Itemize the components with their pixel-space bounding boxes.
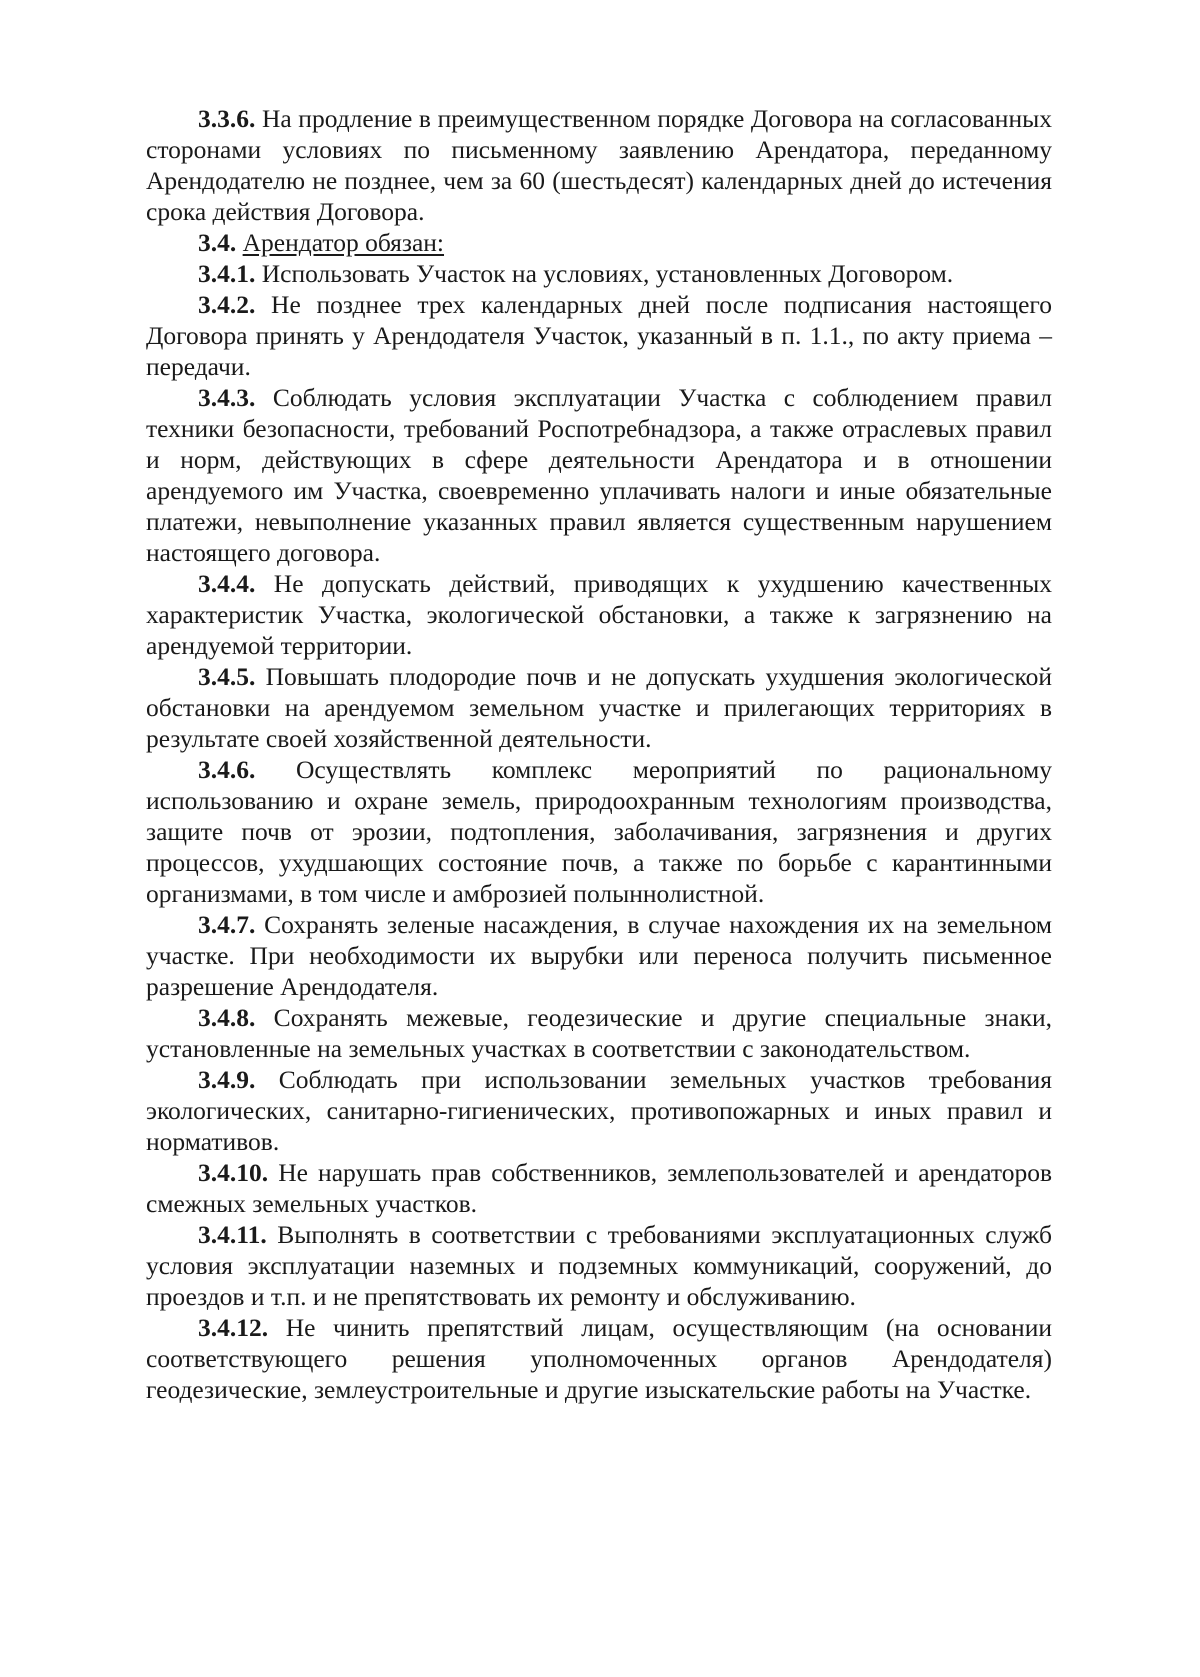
section-heading-3-4 xyxy=(146,227,1052,258)
clause-number: 3.4.11. xyxy=(198,1220,267,1249)
clause-3-4-3 xyxy=(146,382,1052,568)
clause-text: Сохранять зеленые насаждения, в случае нахождения их на земельном участке. При необходимости их вырубки или переноса получить письменное разрешение Арендодателя. xyxy=(146,910,1052,1001)
clause-3-4-1 xyxy=(146,258,1052,289)
clause-text: Повышать плодородие почв и не допускать ухудшения экологической обстановки на арендуемом земельном участке и прилегающих территориях в результате своей хозяйственной деятельности. xyxy=(146,662,1052,753)
clause-number: 3.4.4. xyxy=(198,569,256,598)
clause-number: 3.4.9. xyxy=(198,1065,256,1094)
clause-text: Сохранять межевые, геодезические и другие специальные знаки, установленные на земельных участках в соответствии с законодательством. xyxy=(146,1003,1052,1063)
section-heading-text: Арендатор обязан: xyxy=(242,228,445,257)
clause-number: 3.4.12. xyxy=(198,1313,269,1342)
clause-3-4-4 xyxy=(146,568,1052,661)
clause-3-4-7 xyxy=(146,909,1052,1002)
clause-3-4-12 xyxy=(146,1312,1052,1405)
clause-text: Не чинить препятствий лицам, осуществляющим (на основании соответствующего решения уполномоченных органов Арендодателя) геодезические, землеустроительные и другие изыскательские работы на Участке. xyxy=(146,1313,1052,1404)
clause-3-4-5 xyxy=(146,661,1052,754)
document-page xyxy=(146,103,1052,1405)
clause-number: 3.3.6. xyxy=(198,104,256,133)
clause-text: Не нарушать прав собственников, землепользователей и арендаторов смежных земельных участков. xyxy=(146,1158,1052,1218)
clause-number: 3.4.6. xyxy=(198,755,256,784)
clause-text: Соблюдать условия эксплуатации Участка с соблюдением правил техники безопасности, требований Роспотребнадзора, а также отраслевых правил и норм, действующих в сфере деятельности Арендатора и в отношении арендуемого им Участка, своевременно уплачивать налоги и иные обязательные платежи, невыполнение указанных правил является существенным нарушением настоящего договора. xyxy=(146,383,1052,567)
clause-3-4-8 xyxy=(146,1002,1052,1064)
clause-text: Соблюдать при использовании земельных участков требования экологических, санитарно-гигиенических, противопожарных и иных правил и нормативов. xyxy=(146,1065,1052,1156)
clause-text: Не позднее трех календарных дней после подписания настоящего Договора принять у Арендодателя Участок, указанный в п. 1.1., по акту приема – передачи. xyxy=(146,290,1052,381)
clause-text: Выполнять в соответствии с требованиями эксплуатационных служб условия эксплуатации наземных и подземных коммуникаций, сооружений, до проездов и т.п. и не препятствовать их ремонту и обслуживанию. xyxy=(146,1220,1052,1311)
clause-number: 3.4.10. xyxy=(198,1158,269,1187)
clause-3-4-6 xyxy=(146,754,1052,909)
clause-text: Использовать Участок на условиях, установленных Договором. xyxy=(255,259,954,288)
clause-text: Не допускать действий, приводящих к ухудшению качественных характеристик Участка, экологической обстановки, а также к загрязнению на арендуемой территории. xyxy=(146,569,1052,660)
clause-text: На продление в преимущественном порядке Договора на согласованных сторонами условиях по письменному заявлению Арендатора, переданному Арендодателю не позднее, чем за 60 (шестьдесят) календарных дней до истечения срока действия Договора. xyxy=(146,104,1052,226)
clause-number: 3.4.8. xyxy=(198,1003,256,1032)
clause-3-4-10 xyxy=(146,1157,1052,1219)
clause-number: 3.4. xyxy=(198,228,237,257)
clause-number: 3.4.1. xyxy=(198,259,256,288)
clause-3-3-6 xyxy=(146,103,1052,227)
clause-number: 3.4.5. xyxy=(198,662,256,691)
clause-number: 3.4.7. xyxy=(198,910,256,939)
clause-3-4-9 xyxy=(146,1064,1052,1157)
clause-number: 3.4.3. xyxy=(198,383,256,412)
clause-3-4-2 xyxy=(146,289,1052,382)
clause-3-4-11 xyxy=(146,1219,1052,1312)
clause-text: Осуществлять комплекс мероприятий по рациональному использованию и охране земель, природоохранным технологиям производства, защите почв от эрозии, подтопления, заболачивания, загрязнения и других процессов, ухудшающих состояние почв, а также по борьбе с карантинными организмами, в том числе и амброзией полыннолистной. xyxy=(146,755,1052,908)
clause-number: 3.4.2. xyxy=(198,290,256,319)
